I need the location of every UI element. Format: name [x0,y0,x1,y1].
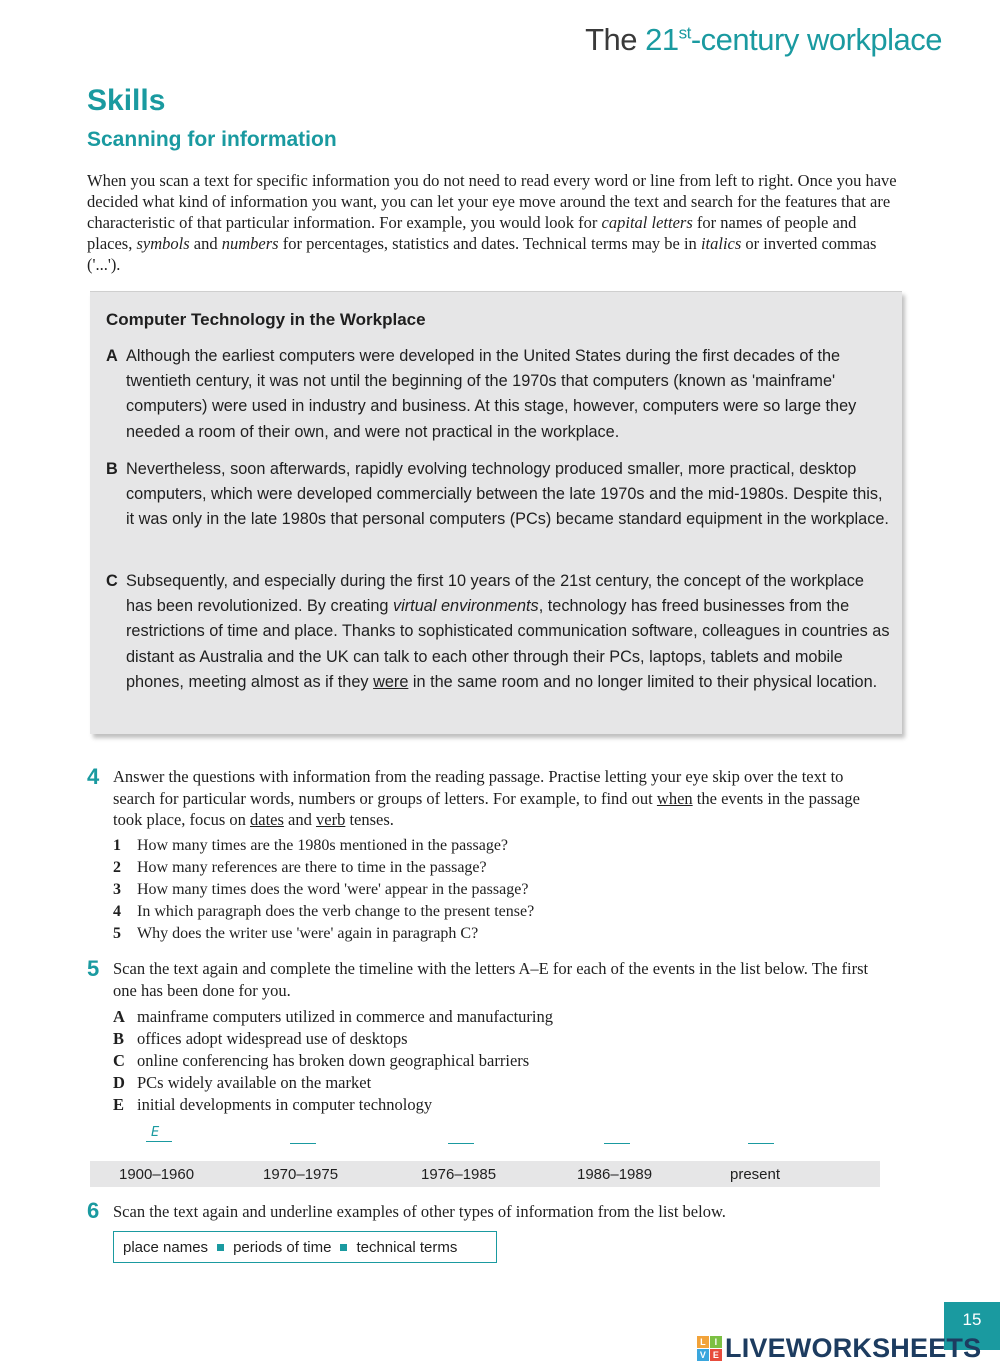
liveworksheets-brand[interactable] [697,1333,981,1364]
intro-italic: italics [700,234,742,253]
info-type: periods of time [233,1238,332,1256]
paragraph-underline: were [373,672,409,691]
exercise-6-number: 6 [87,1198,100,1223]
running-header [585,22,942,58]
question-text: How many references are there to time in the passage? [137,859,487,876]
header-title-prefix: The [585,22,646,57]
bullet-square-icon [217,1244,224,1251]
paragraph-letter: B [106,460,118,478]
timeline-blank-3[interactable] [448,1143,474,1144]
timeline-period: 1986–1989 [577,1166,653,1183]
event-letter: D [113,1073,125,1092]
info-types-box [113,1231,497,1263]
paragraph-letter: A [106,347,118,365]
paragraph-italic: virtual environments [393,597,539,616]
question-text: How many times does the word 'were' appear in the passage? [137,881,529,898]
instruction-text: the events in the passage took place, focus on [113,788,860,829]
exercise-6-instruction: Scan the text again and underline examples of other types of information from the list below. [113,1202,726,1221]
exercise-5-events [113,1006,553,1116]
event-item [113,1072,553,1094]
intro-text: and [189,234,222,253]
logo-letter: L [697,1336,709,1348]
timeline-example-answer: E [151,1125,160,1140]
passage-paragraph-a [106,344,891,445]
question-number: 5 [113,925,121,942]
event-letter: C [113,1051,125,1070]
event-item [113,1028,553,1050]
timeline-period: 1900–1960 [119,1166,195,1183]
info-type: technical terms [356,1238,458,1256]
event-text: PCs widely available on the market [137,1073,372,1092]
event-text: mainframe computers utilized in commerce and manufacturing [137,1007,554,1026]
paragraph-text-part: Subsequently, and especially during the first 10 years of the 21st century, the concept of the workplace has been revolutionized. By creating [126,572,864,616]
section-heading: Skills [87,84,166,117]
instruction-text: Answer the questions with information from the reading passage. Practise letting your eye skip over the text to search for particular words, numbers or groups of letters. For example, to find out [113,767,844,808]
exercise-4-instruction [113,766,873,831]
intro-text: or inverted commas ('...'). [87,234,877,274]
timeline-period: 1970–1975 [263,1166,339,1183]
event-text: initial developments in computer technology [137,1095,433,1114]
header-title-sup: st [678,23,691,43]
event-letter: E [113,1095,125,1114]
question-text: In which paragraph does the verb change to the present tense? [137,903,535,920]
intro-paragraph [87,170,897,275]
event-letter: B [113,1029,125,1048]
passage-title: Computer Technology in the Workplace [106,310,426,329]
brand-name: LIVEWORKSHEETS [725,1333,982,1363]
instruction-underline: verb [316,810,346,829]
paragraph-text-part: in the same room and no longer limited to their physical location. [408,672,878,691]
intro-text: for names of people and places, [87,213,857,253]
paragraph-text: Although the earliest computers were developed in the United States during the first decades of the twentieth century, it was not until the beginning of the 1970s that computers (known as 'mainframe' computers) were used in industry and business. At this stage, however, computers were so large they needed a room of their own, and were not practical in the workplace. [126,347,857,441]
instruction-text: and [283,810,316,829]
timeline-blank-5[interactable] [748,1143,774,1144]
event-item [113,1050,553,1072]
question-number: 4 [113,903,121,920]
question-item [113,923,534,945]
info-type: place names [123,1238,209,1256]
liveworksheets-logo-icon [697,1336,722,1361]
timeline-blank-2[interactable] [290,1143,316,1144]
event-item [113,1006,553,1028]
paragraph-text [106,569,891,695]
question-number: 1 [113,837,121,854]
paragraph-text: Nevertheless, soon afterwards, rapidly evolving technology produced smaller, more practical, desktop computers, which were developed commercially between the late 1970s and the mid-1980s. Despite this, it was only in the late 1980s that personal computers (PCs) became standard equipment in the workplace. [126,460,889,529]
exercise-4-number: 4 [87,764,100,789]
event-text: online conferencing has broken down geographical barriers [137,1051,530,1070]
passage-paragraph-b [106,457,891,533]
section-subheading: Scanning for information [87,128,337,151]
intro-text: for percentages, statistics and dates. Technical terms may be in [278,234,701,253]
event-letter: A [113,1007,125,1026]
intro-italic: numbers [221,234,279,253]
question-item [113,879,534,901]
header-title-suffix: -century workplace [690,22,942,57]
timeline-blank-4[interactable] [604,1143,630,1144]
question-text: Why does the writer use 'were' again in paragraph C? [137,925,479,942]
exercise-4-questions [113,835,534,945]
question-item [113,901,534,923]
page-number: 15 [944,1302,1000,1350]
question-number: 2 [113,859,121,876]
timeline-period: 1976–1985 [421,1166,497,1183]
bullet-square-icon [340,1244,347,1251]
paragraph-text-part: , technology has freed businesses from the restrictions of time and place. Thanks to sophisticated communication software, colleagues in countries as distant as Australia and the UK can talk to each other through their PCs, laptops, tablets and mobile phones, meeting almost as if they [126,597,890,691]
question-text: How many times are the 1980s mentioned in the passage? [137,837,509,854]
intro-italic: symbols [136,234,190,253]
paragraph-letter: C [106,572,118,590]
exercise-5-number: 5 [87,956,100,981]
timeline-period: present [730,1166,781,1183]
event-text: offices adopt widespread use of desktops [137,1029,408,1048]
question-number: 3 [113,881,121,898]
instruction-underline: dates [250,810,284,829]
logo-letter: E [710,1349,722,1361]
question-item [113,857,534,879]
instruction-text: tenses. [345,810,394,829]
logo-letter: I [710,1336,722,1348]
header-title-number: 21 [645,22,679,57]
instruction-underline: when [656,788,693,808]
exercise-5-instruction: Scan the text again and complete the timeline with the letters A–E for each of the events in the list below. The first one has been done for you. [113,959,869,1000]
timeline-answer-line [146,1141,172,1142]
intro-italic: capital letters [601,213,693,232]
question-item [113,835,534,857]
passage-paragraph-c [106,569,891,695]
event-item [113,1094,553,1116]
intro-text: When you scan a text for specific information you do not need to read every word or line from left to right. Once you have decided what kind of information you want, you can let your eye move around the text and search for the features that are characteristic of that particular information. For example, you would look for [87,171,897,232]
logo-letter: V [697,1349,709,1361]
